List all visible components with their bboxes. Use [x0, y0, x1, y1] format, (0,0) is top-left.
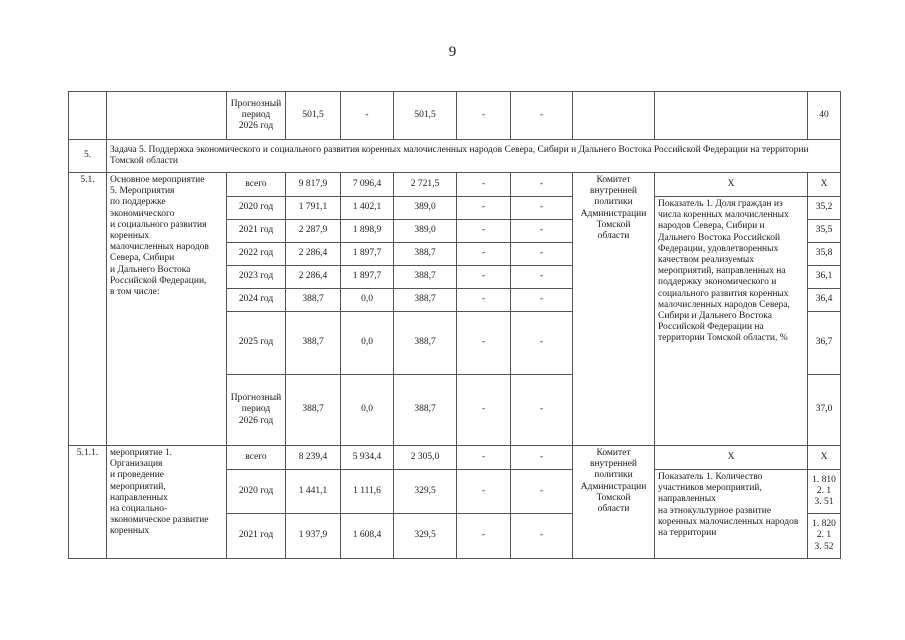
cell-local: -	[457, 197, 511, 220]
cell-executor	[573, 92, 655, 140]
cell-reg: 389,0	[394, 220, 457, 243]
cell-fed: 5 934,4	[341, 446, 394, 470]
cell-value: 36,4	[808, 289, 841, 312]
cell-other: -	[511, 470, 573, 514]
cell-local: -	[457, 312, 511, 375]
cell-local: -	[457, 446, 511, 470]
cell-period: всего	[227, 446, 286, 470]
executor: Комитет внутренней политики Администрации Томской области	[573, 446, 655, 559]
indicator-header: Х	[655, 173, 808, 197]
cell-value: 1. 820 2. 1 3. 52	[808, 514, 841, 559]
cell-num	[69, 92, 107, 140]
cell-value: 35,5	[808, 220, 841, 243]
cell-other: -	[511, 289, 573, 312]
table-row	[69, 446, 841, 470]
indicator-text: Показатель 1. Доля граждан из числа коренных малочисленных народов Севера, Сибири и Дальнего Востока Российской Федерации, удовлетворенных качеством реализуемых мероприятий, направленных на поддержку экономического и социального развития коренных малочисленных народов Севера, Сибири и Дальнего Востока Российской Федерации на территории Томской области, %	[655, 197, 808, 446]
cell-local: -	[457, 266, 511, 289]
cell-local: -	[457, 470, 511, 514]
cell-value: 35,2	[808, 197, 841, 220]
cell-fed: 1 111,6	[341, 470, 394, 514]
cell-total: 501,5	[286, 92, 341, 140]
executor: Комитет внутренней политики Администрации Томской области	[573, 173, 655, 446]
cell-reg: 388,7	[394, 243, 457, 266]
cell-total: 8 239,4	[286, 446, 341, 470]
cell-reg: 388,7	[394, 312, 457, 375]
cell-period: 2023 год	[227, 266, 286, 289]
task-num: 5.	[69, 140, 107, 173]
cell-other: -	[511, 446, 573, 470]
cell-fed: -	[341, 92, 394, 140]
cell-period: Прогнозный период 2026 год	[227, 375, 286, 446]
cell-local: -	[457, 514, 511, 559]
cell-period: 2021 год	[227, 220, 286, 243]
cell-period: 2020 год	[227, 470, 286, 514]
cell-value: 35,8	[808, 243, 841, 266]
cell-other: -	[511, 266, 573, 289]
cell-other: -	[511, 514, 573, 559]
table-row	[69, 140, 841, 173]
cell-total: 9 817,9	[286, 173, 341, 197]
activity-name: мероприятие 1. Организация и проведение мероприятий, направленных на социально- экономическое развитие коренных	[107, 446, 227, 559]
cell-period: 2021 год	[227, 514, 286, 559]
cell-reg: 2 721,5	[394, 173, 457, 197]
cell-other: -	[511, 197, 573, 220]
cell-total: 1 937,9	[286, 514, 341, 559]
cell-value: 36,7	[808, 312, 841, 375]
cell-value: 1. 810 2. 1 3. 51	[808, 470, 841, 514]
cell-name	[107, 92, 227, 140]
table-row	[69, 173, 841, 197]
cell-local: -	[457, 92, 511, 140]
cell-reg: 388,7	[394, 266, 457, 289]
cell-total: 2 286,4	[286, 243, 341, 266]
cell-period: 2020 год	[227, 197, 286, 220]
row-num: 5.1.	[69, 173, 107, 446]
cell-value: 37,0	[808, 375, 841, 446]
cell-other: -	[511, 375, 573, 446]
cell-reg: 501,5	[394, 92, 457, 140]
cell-total: 2 287,9	[286, 220, 341, 243]
value-header: Х	[808, 446, 841, 470]
task-title: Задача 5. Поддержка экономического и социального развития коренных малочисленных народов Севера, Сибири и Дальнего Востока Российской Федерации на территории Томской области	[107, 140, 841, 173]
cell-value: 36,1	[808, 266, 841, 289]
cell-reg: 389,0	[394, 197, 457, 220]
cell-other: -	[511, 220, 573, 243]
cell-fed: 1 608,4	[341, 514, 394, 559]
cell-period: 2022 год	[227, 243, 286, 266]
cell-fed: 1 402,1	[341, 197, 394, 220]
program-table	[68, 91, 841, 559]
cell-fed: 1 898,9	[341, 220, 394, 243]
cell-period: 2025 год	[227, 312, 286, 375]
cell-total: 388,7	[286, 375, 341, 446]
cell-other: -	[511, 243, 573, 266]
indicator-header: Х	[655, 446, 808, 470]
cell-reg: 2 305,0	[394, 446, 457, 470]
cell-value: 40	[808, 92, 841, 140]
cell-local: -	[457, 375, 511, 446]
row-num: 5.1.1.	[69, 446, 107, 559]
cell-local: -	[457, 243, 511, 266]
cell-local: -	[457, 289, 511, 312]
cell-total: 1 791,1	[286, 197, 341, 220]
cell-total: 2 286,4	[286, 266, 341, 289]
cell-fed: 1 897,7	[341, 266, 394, 289]
table-row	[69, 92, 841, 140]
cell-other: -	[511, 312, 573, 375]
cell-period: 2024 год	[227, 289, 286, 312]
indicator-text: Показатель 1. Количество участников мероприятий, направленных на этнокультурное развитие коренных малочисленных народов на территории	[655, 470, 808, 559]
cell-fed: 0,0	[341, 289, 394, 312]
cell-reg: 388,7	[394, 375, 457, 446]
cell-period: Прогнозный период 2026 год	[227, 92, 286, 140]
cell-reg: 388,7	[394, 289, 457, 312]
cell-other: -	[511, 173, 573, 197]
cell-local: -	[457, 220, 511, 243]
page-number: 9	[448, 44, 457, 60]
cell-fed: 0,0	[341, 312, 394, 375]
activity-name: Основное мероприятие 5. Мероприятия по поддержке экономического и социального развития коренных малочисленных народов Севера, Сибири и Дальнего Востока Российской Федерации, в том числе:	[107, 173, 227, 446]
cell-reg: 329,5	[394, 470, 457, 514]
cell-total: 388,7	[286, 312, 341, 375]
cell-fed: 0,0	[341, 375, 394, 446]
cell-total: 388,7	[286, 289, 341, 312]
cell-period: всего	[227, 173, 286, 197]
cell-other: -	[511, 92, 573, 140]
cell-indicator	[655, 92, 808, 140]
value-header: Х	[808, 173, 841, 197]
cell-fed: 1 897,7	[341, 243, 394, 266]
cell-total: 1 441,1	[286, 470, 341, 514]
cell-reg: 329,5	[394, 514, 457, 559]
cell-fed: 7 096,4	[341, 173, 394, 197]
cell-local: -	[457, 173, 511, 197]
